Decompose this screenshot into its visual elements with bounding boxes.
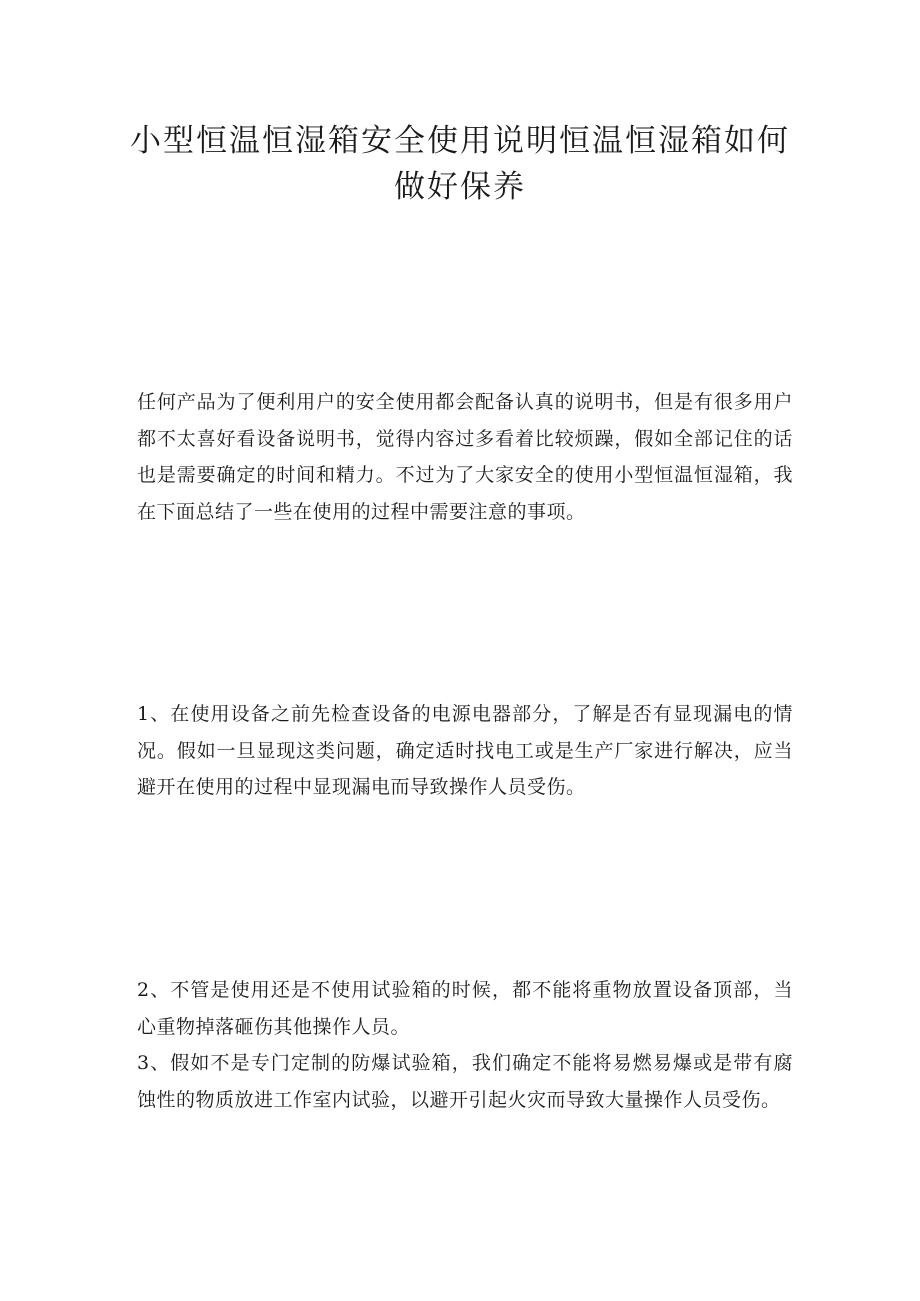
- document-title: 小型恒温恒湿箱安全使用说明恒温恒湿箱如何做好保养: [130, 123, 790, 205]
- list-item: 3、假如不是专门定制的防爆试验箱，我们确定不能将易燃易爆或是带有腐蚀性的物质放进工作室内试验，以避开引起火灾而导致大量操作人员受伤。: [137, 1052, 793, 1111]
- intro-paragraph: 任何产品为了便利用户的安全使用都会配备认真的说明书，但是有很多用户都不太喜好看设备说明书，觉得内容过多看着比较烦躁，假如全部记住的话也是需要确定的时间和精力。不过为了大家安全的使用小型恒温恒湿箱，我在下面总结了一些在使用的过程中需要注意的事项。: [137, 391, 793, 523]
- list-item: 1、在使用设备之前先检查设备的电源电器部分，了解是否有显现漏电的情况。假如一旦显现这类问题，确定适时找电工或是生产厂家进行解决，应当避开在使用的过程中显现漏电而导致操作人员受伤。: [137, 703, 793, 798]
- list-item: 2、不管是使用还是不使用试验箱的时候，都不能将重物放置设备顶部，当心重物掉落砸伤其他操作人员。: [137, 979, 793, 1038]
